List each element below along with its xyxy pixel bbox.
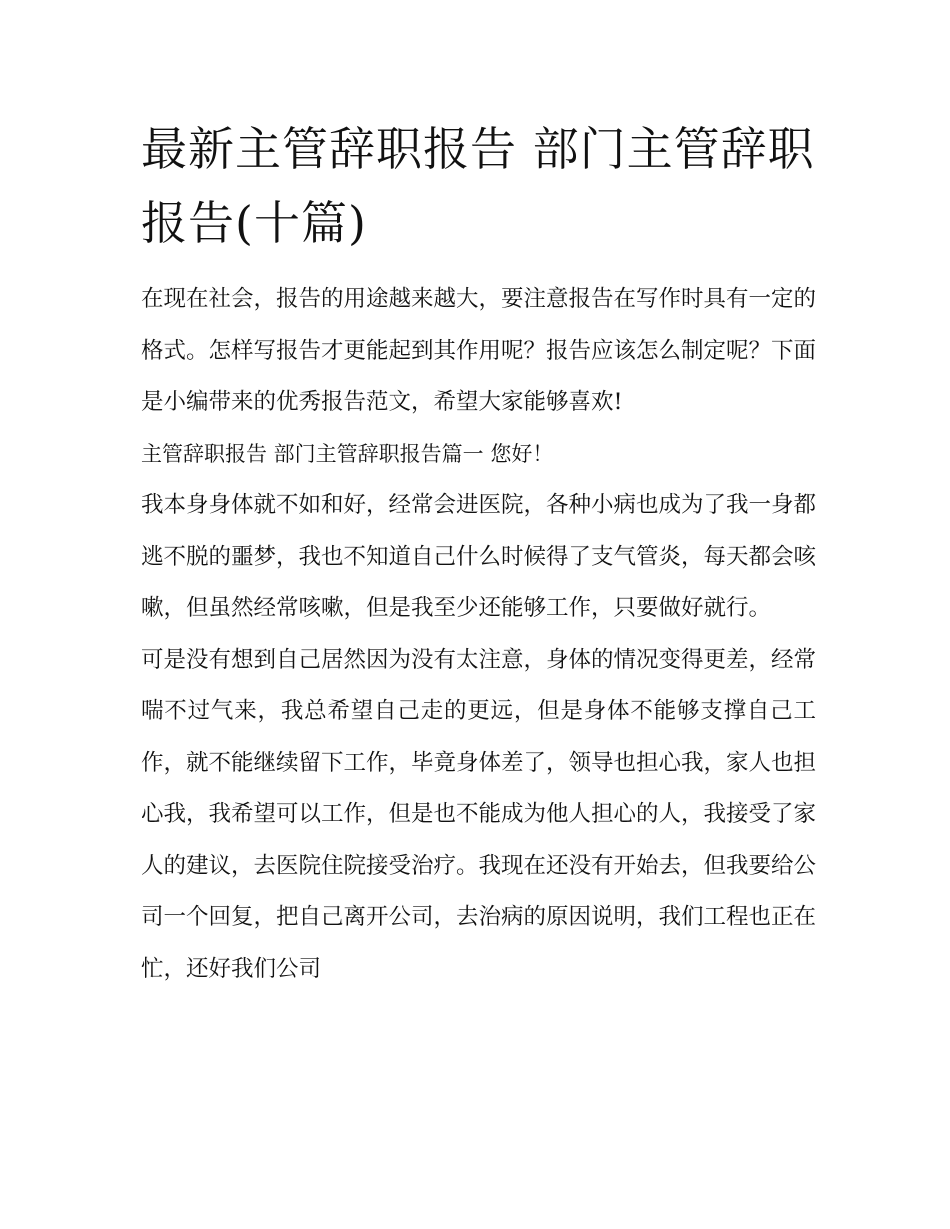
document-content: [141, 112, 816, 995]
section-heading: 主管辞职报告 部门主管辞职报告篇一 您好！: [141, 441, 554, 466]
intro-paragraph: 在现在社会，报告的用途越来越大，要注意报告在写作时具有一定的格式。怎样写报告才更能起到其作用呢？报告应该怎么制定呢？下面是小编带来的优秀报告范文，希望大家能够喜欢!: [141, 286, 817, 415]
body-paragraph-2: 可是没有想到自己居然因为没有太注意，身体的情况变得更差，经常喘不过气来，我总希望自己走的更远，但是身体不能够支撑自己工作，就不能继续留下工作，毕竟身体差了，领导也担心我，家人也担心我，我希望可以工作，但是也不能成为他人担心的人，我接受了家人的建议，去医院住院接受治疗。我现在还没有开始去，但我要给公司一个回复，把自己离开公司，去治病的原因说明，我们工程也正在忙，还好我们公司: [141, 646, 817, 982]
body-paragraph-1: 我本身身体就不如和好，经常会进医院，各种小病也成为了我一身都逃不脱的噩梦，我也不知道自己什么时候得了支气管炎，每天都会咳嗽，但虽然经常咳嗽，但是我至少还能够工作，只要做好就行。: [141, 492, 817, 621]
document-title: 最新主管辞职报告 部门主管辞职报告(十篇): [141, 122, 815, 250]
